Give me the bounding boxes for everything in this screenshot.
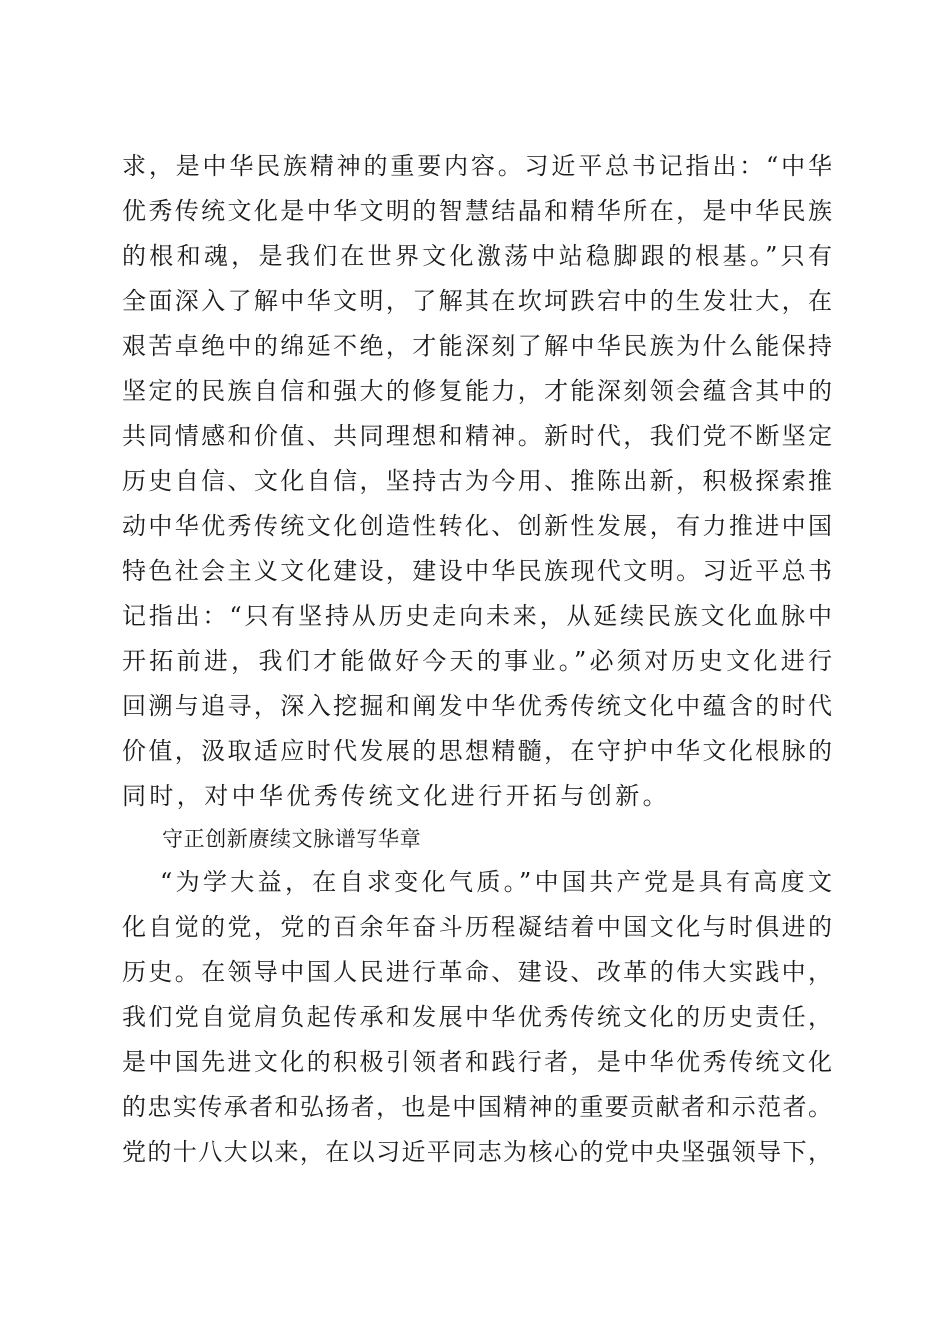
paragraph-2-line-3: 历史。在领导中国人民进行革命、建设、改革的伟大实践中， — [122, 958, 832, 986]
paragraph-1-line-1: 求，是中华民族精神的重要内容。习近平总书记指出：“中华 — [122, 152, 832, 180]
paragraph-2-line-5: 是中国先进文化的积极引领者和践行者，是中华优秀传统文化 — [122, 1048, 832, 1076]
paragraph-2-line-2: 化自觉的党，党的百余年奋斗历程凝结着中国文化与时俱进的 — [122, 913, 832, 941]
paragraph-1-line-15: 同时，对中华优秀传统文化进行开拓与创新。 — [122, 782, 670, 810]
paragraph-2-line-6: 的忠实传承者和弘扬者，也是中国精神的重要贡献者和示范者。 — [122, 1093, 832, 1121]
paragraph-1-line-2: 优秀传统文化是中华文明的智慧结晶和精华所在，是中华民族 — [122, 197, 832, 225]
paragraph-1-line-14: 价值，汲取适应时代发展的思想精髓，在守护中华文化根脉的 — [122, 737, 832, 765]
paragraph-1-line-3: 的根和魂，是我们在世界文化激荡中站稳脚跟的根基。”只有 — [122, 242, 832, 270]
paragraph-1-line-12: 开拓前进，我们才能做好今天的事业。”必须对历史文化进行 — [122, 647, 832, 675]
paragraph-1-line-4: 全面深入了解中华文明，了解其在坎坷跌宕中的生发壮大，在 — [122, 287, 832, 315]
paragraph-1-line-9: 动中华优秀传统文化创造性转化、创新性发展，有力推进中国 — [122, 512, 832, 540]
paragraph-1-line-13: 回溯与追寻，深入挖掘和阐发中华优秀传统文化中蕴含的时代 — [122, 692, 832, 720]
paragraph-2-line-1: “为学大益，在自求变化气质。”中国共产党是具有高度文 — [160, 868, 832, 896]
paragraph-2-line-7: 党的十八大以来，在以习近平同志为核心的党中央坚强领导下， — [122, 1138, 832, 1166]
paragraph-1-line-10: 特色社会主义文化建设，建设中华民族现代文明。习近平总书 — [122, 557, 832, 585]
paragraph-1-line-8: 历史自信、文化自信，坚持古为今用、推陈出新，积极探索推 — [122, 467, 832, 495]
section-heading: 守正创新赓续文脉谱写华章 — [162, 827, 422, 851]
paragraph-1-line-7: 共同情感和价值、共同理想和精神。新时代，我们党不断坚定 — [122, 422, 832, 450]
paragraph-2-line-4: 我们党自觉肩负起传承和发展中华优秀传统文化的历史责任， — [122, 1003, 832, 1031]
paragraph-1-line-5: 艰苦卓绝中的绵延不绝，才能深刻了解中华民族为什么能保持 — [122, 332, 832, 360]
paragraph-1-line-6: 坚定的民族自信和强大的修复能力，才能深刻领会蕴含其中的 — [122, 377, 832, 405]
paragraph-1-line-11: 记指出：“只有坚持从历史走向未来，从延续民族文化血脉中 — [122, 602, 832, 630]
